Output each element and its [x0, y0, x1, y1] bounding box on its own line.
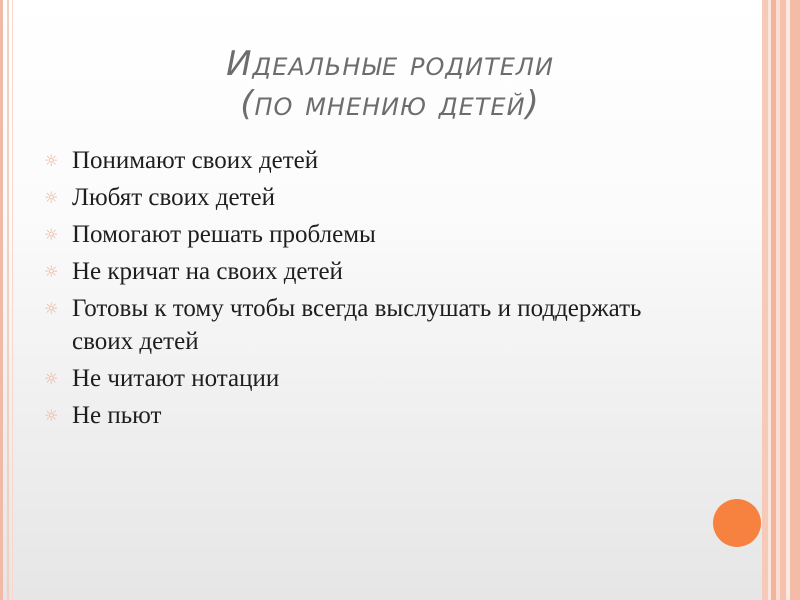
list-item-text: Не пьют	[72, 402, 162, 429]
list-item-text: Любят своих детей	[72, 184, 275, 211]
list-item	[44, 181, 684, 214]
list-item-text: Не кричат на своих детей	[72, 258, 343, 285]
list-item	[44, 399, 684, 432]
list-item-text: Помогают решать проблемы	[72, 221, 376, 248]
sun-icon: ☼	[44, 151, 59, 170]
left-decorative-stripe	[12, 0, 13, 600]
sun-icon: ☼	[44, 369, 59, 388]
list-item	[44, 255, 684, 288]
bullet-list	[44, 144, 684, 436]
list-item-text: Готовы к тому чтобы всегда выслушать и поддержать своих детей	[72, 295, 642, 355]
list-item-text: Не читают нотации	[72, 365, 280, 392]
list-item	[44, 292, 684, 358]
sun-icon: ☼	[44, 225, 59, 244]
sun-icon: ☼	[44, 299, 59, 318]
list-item-text: Понимают своих детей	[72, 147, 319, 174]
slide-title: Идеальные родители	[226, 44, 554, 84]
list-item	[44, 362, 684, 395]
title-block	[60, 44, 720, 124]
list-item	[44, 144, 684, 177]
list-item	[44, 218, 684, 251]
left-decorative-stripe	[7, 0, 9, 600]
slide-subtitle: (по мнению детей)	[240, 84, 540, 124]
sun-icon: ☼	[44, 188, 59, 207]
left-decorative-stripe	[0, 0, 3, 600]
decorative-orange-circle	[713, 499, 761, 547]
sun-icon: ☼	[44, 262, 59, 281]
right-decorative-band	[762, 0, 800, 600]
sun-icon: ☼	[44, 406, 59, 425]
